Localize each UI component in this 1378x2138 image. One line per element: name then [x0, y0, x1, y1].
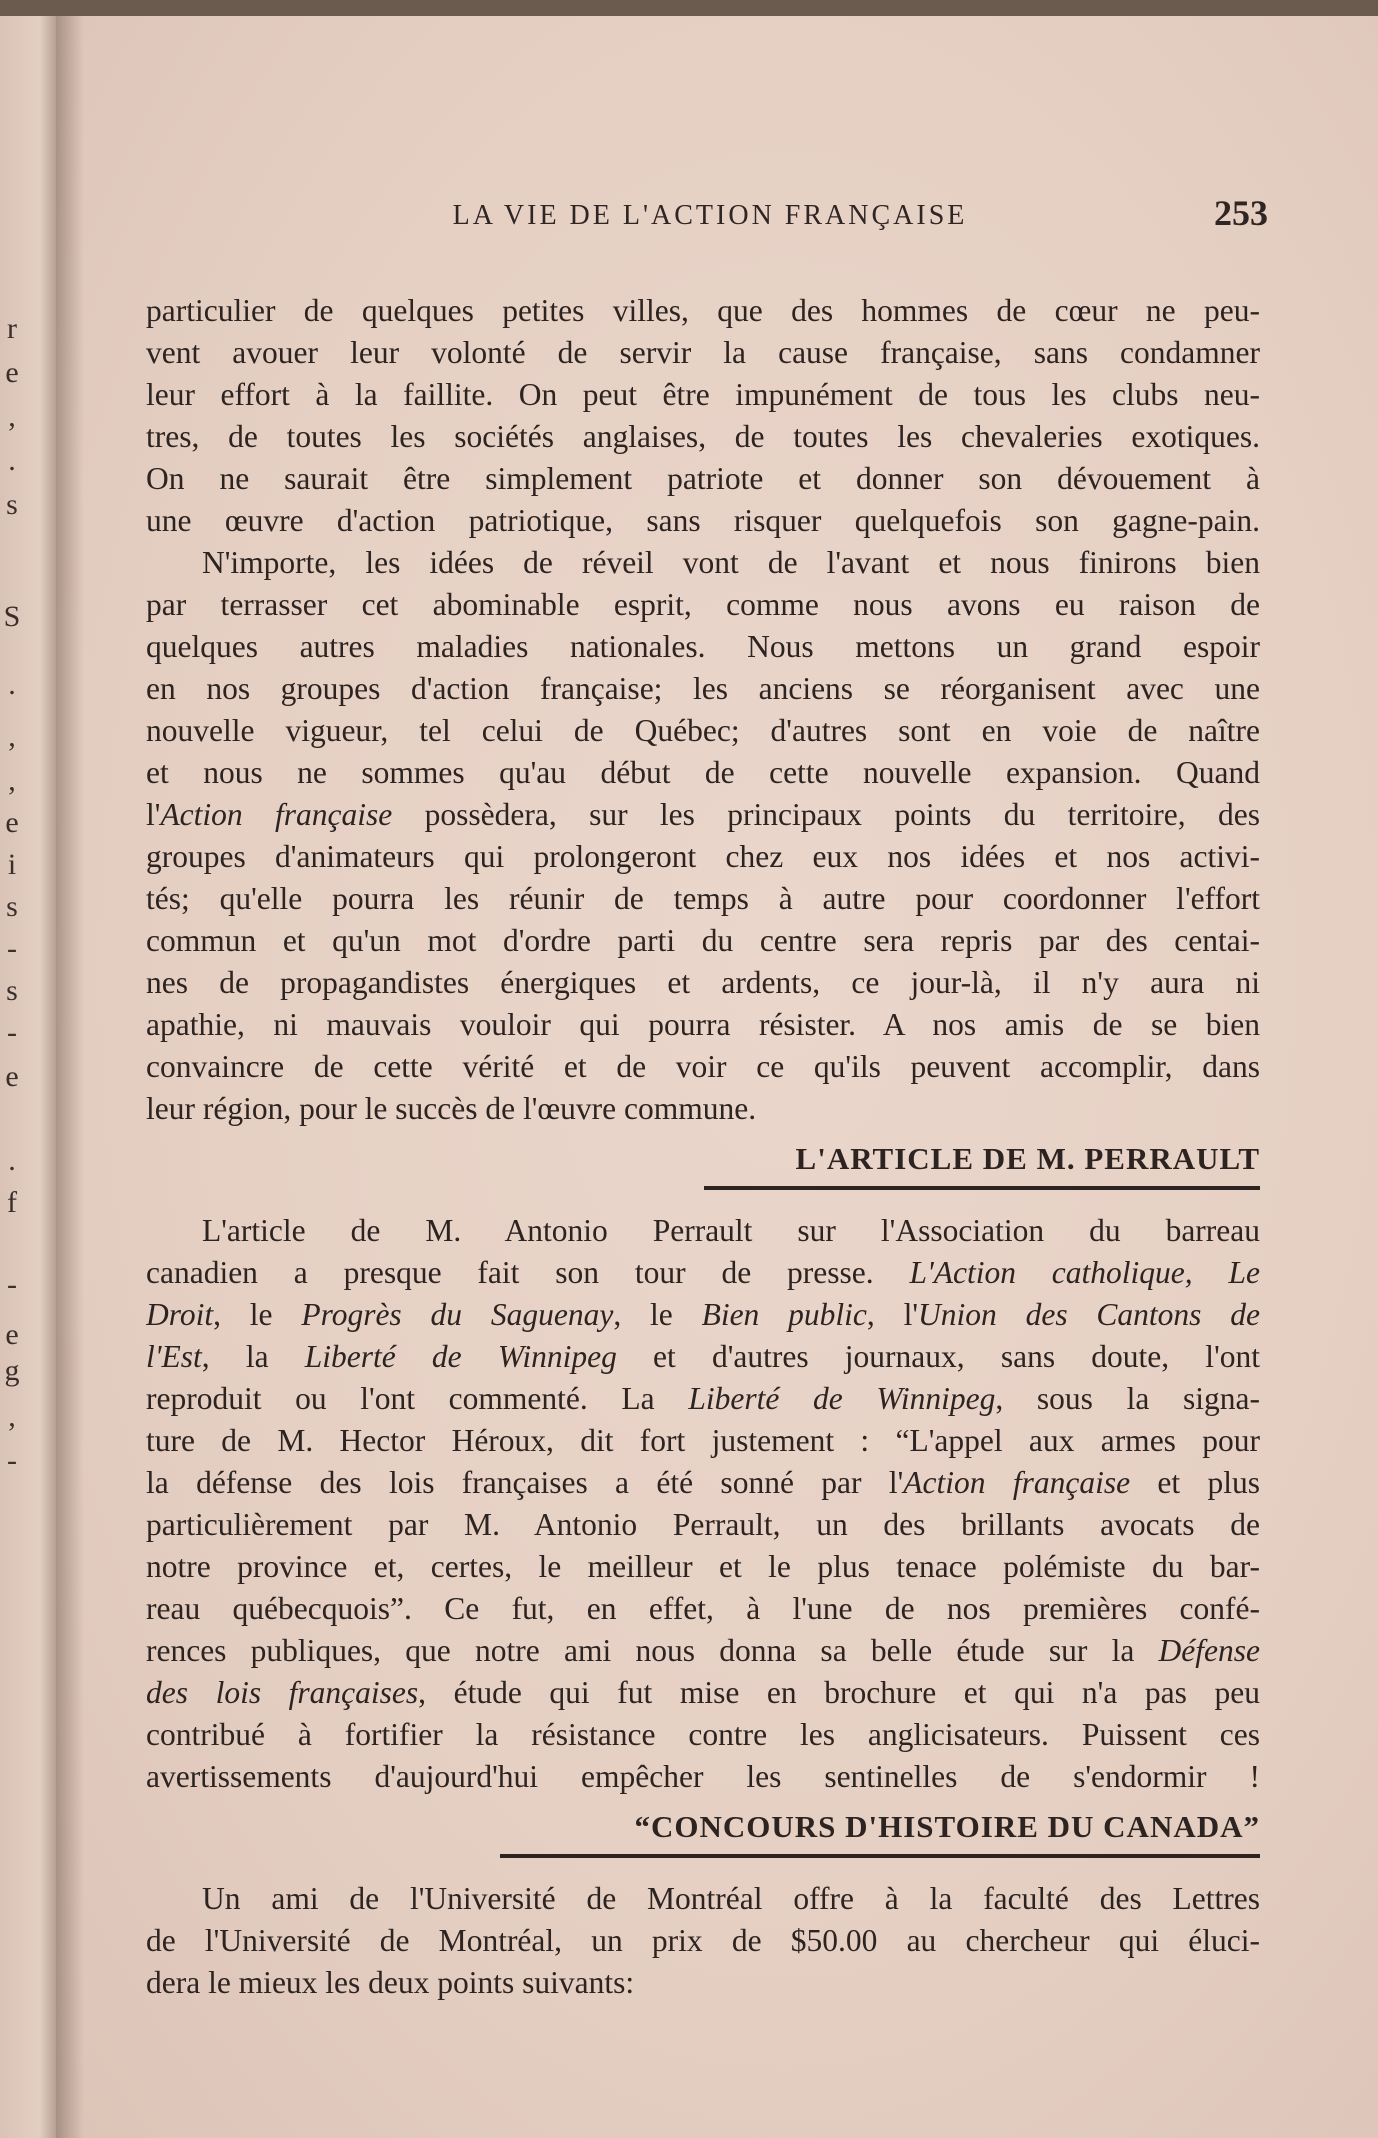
- page-number: 253: [1214, 193, 1268, 233]
- text-run: possèdera, sur les principaux points du territoire, des: [392, 797, 1260, 832]
- text-line: [146, 1378, 1260, 1420]
- margin-fragment: i: [7, 848, 17, 881]
- text-line: [146, 1672, 1260, 1714]
- text-line: particulier de quelques petites villes, que des hommes de cœur ne peu-: [146, 293, 1260, 328]
- text-line: leur région, pour le succès de l'œuvre commune.: [146, 1091, 757, 1126]
- text-line: reau québecquois”. Ce fut, en effet, à l'une de nos premières confé-: [146, 1591, 1260, 1626]
- text-line: et nous ne sommes qu'au début de cette nouvelle expansion. Quand: [146, 755, 1260, 790]
- margin-fragment: e: [5, 806, 19, 839]
- text-line: par terrasser cet abominable esprit, comme nous avons eu raison de: [146, 587, 1260, 622]
- text-run: reproduit ou l'ont commenté. La: [146, 1381, 689, 1416]
- margin-fragment: -: [7, 932, 17, 965]
- italic-title: Progrès du Saguenay: [301, 1297, 614, 1332]
- margin-fragment: s: [6, 488, 18, 521]
- text-line: [146, 1630, 1260, 1672]
- text-line: tés; qu'elle pourra les réunir de temps à autre pour coordonner l'effort: [146, 881, 1260, 916]
- text-line: tres, de toutes les sociétés anglaises, de toutes les chevaleries exotiques.: [146, 419, 1260, 454]
- margin-fragment: -: [7, 1444, 17, 1477]
- text-line: particulièrement par M. Antonio Perrault, un des brillants avocats de: [146, 1507, 1260, 1542]
- margin-fragment: S: [3, 600, 21, 633]
- text-line: vent avouer leur volonté de servir la cause française, sans condamner: [146, 335, 1260, 370]
- text-line: [146, 1462, 1260, 1504]
- margin-fragment: e: [5, 1318, 19, 1351]
- text-line: nouvelle vigueur, tel celui de Québec; d'autres sont en voie de naître: [146, 713, 1260, 748]
- margin-fragment: .: [8, 1144, 16, 1177]
- text-line: commun et qu'un mot d'ordre parti du centre sera repris par des centai-: [146, 923, 1260, 958]
- margin-fragment: s: [6, 974, 18, 1007]
- margin-fragment: ,: [8, 764, 16, 797]
- text-line: ture de M. Hector Héroux, dit fort justement : “L'appel aux armes pour: [146, 1423, 1260, 1458]
- heading-underline: [500, 1854, 1260, 1858]
- italic-title: Union des Cantons de: [918, 1297, 1260, 1332]
- text-line: [146, 794, 1260, 836]
- running-title: LA VIE DE L'ACTION FRANÇAISE: [452, 200, 968, 231]
- margin-fragment: g: [4, 1354, 20, 1387]
- text-run: et plus: [1130, 1465, 1260, 1500]
- italic-title: L'Action catholique, Le: [909, 1255, 1260, 1290]
- margin-fragment: .: [8, 668, 16, 701]
- section-heading-perrault: L'ARTICLE DE M. PERRAULT: [795, 1141, 1260, 1176]
- text-run: rences publiques, que notre ami nous donna sa belle étude sur la: [146, 1633, 1159, 1668]
- text-run: , le: [613, 1297, 702, 1332]
- text-run: la défense des lois françaises a été sonné par l': [146, 1465, 904, 1500]
- text-line: nes de propagandistes énergiques et ardents, ce jour-là, il n'y aura ni: [146, 965, 1260, 1000]
- text-run: canadien a presque fait son tour de presse.: [146, 1255, 910, 1290]
- text-line: de l'Université de Montréal, un prix de $50.00 au chercheur qui éluci-: [146, 1923, 1260, 1958]
- text-run: , la: [201, 1339, 305, 1374]
- text-line: quelques autres maladies nationales. Nous mettons un grand espoir: [146, 629, 1260, 664]
- italic-title: Action française: [903, 1465, 1131, 1500]
- body-text: [146, 290, 1260, 2004]
- text-line: Un ami de l'Université de Montréal offre à la faculté des Lettres: [202, 1881, 1260, 1916]
- text-line: N'importe, les idées de réveil vont de l'avant et nous finirons bien: [202, 545, 1260, 580]
- margin-fragment: ,: [8, 1400, 16, 1433]
- margin-fragment: r: [7, 312, 17, 345]
- binding-gutter-shadow: [56, 16, 84, 2138]
- heading-rule: [146, 1180, 1260, 1210]
- text-line: groupes d'animateurs qui prolongeront chez eux nos idées et nos activi-: [146, 839, 1260, 874]
- heading-underline: [704, 1186, 1260, 1190]
- margin-fragment: ,: [8, 400, 16, 433]
- text-run: et d'autres journaux, sans doute, l'ont: [616, 1339, 1260, 1374]
- previous-page-margin: [0, 16, 56, 2138]
- margin-fragment: -: [7, 1016, 17, 1049]
- italic-title: des lois françaises: [146, 1675, 419, 1710]
- text-line: avertissements d'aujourd'hui empêcher les sentinelles de s'endormir !: [146, 1759, 1260, 1794]
- text-line: [146, 1294, 1260, 1336]
- heading-rule: [146, 1848, 1260, 1878]
- italic-title: Liberté de Winnipeg: [304, 1339, 617, 1374]
- text-line: en nos groupes d'action française; les anciens se réorganisent avec une: [146, 671, 1260, 706]
- text-run: l': [146, 797, 161, 832]
- italic-title: Action française: [160, 797, 393, 832]
- text-line: notre province et, certes, le meilleur et le plus tenace polémiste du bar-: [146, 1549, 1260, 1584]
- text-line: convaincre de cette vérité et de voir ce qu'ils peuvent accomplir, dans: [146, 1049, 1260, 1084]
- margin-fragment: s: [6, 890, 18, 923]
- text-run: , étude qui fut mise en brochure et qui n'a pas peu: [418, 1675, 1260, 1710]
- margin-fragment: .: [8, 444, 16, 477]
- margin-fragment: e: [5, 1060, 19, 1093]
- text-line: contribué à fortifier la résistance contre les anglicisateurs. Puissent ces: [146, 1717, 1260, 1752]
- text-line: une œuvre d'action patriotique, sans risquer quelquefois son gagne-pain.: [146, 503, 1260, 538]
- text-line: dera le mieux les deux points suivants:: [146, 1965, 635, 2000]
- margin-fragment: -: [7, 1268, 17, 1301]
- text-line: leur effort à la faillite. On peut être impunément de tous les clubs neu-: [146, 377, 1260, 412]
- text-run: , sous la signa-: [995, 1381, 1260, 1416]
- text-run: , le: [213, 1297, 302, 1332]
- book-top-edge: [0, 0, 1378, 16]
- text-line: apathie, ni mauvais vouloir qui pourra résister. A nos amis de se bien: [146, 1007, 1260, 1042]
- italic-title: l'Est: [146, 1339, 202, 1374]
- text-line: L'article de M. Antonio Perrault sur l'Association du barreau: [202, 1213, 1260, 1248]
- margin-fragment: f: [7, 1186, 17, 1219]
- italic-title: Droit: [146, 1297, 214, 1332]
- italic-title: Liberté de Winnipeg: [688, 1381, 996, 1416]
- text-line: On ne saurait être simplement patriote et donner son dévouement à: [146, 461, 1260, 496]
- margin-fragment: ,: [8, 720, 16, 753]
- section-heading-concours: “CONCOURS D'HISTOIRE DU CANADA”: [634, 1809, 1260, 1844]
- italic-title: Bien public: [701, 1297, 867, 1332]
- text-line: [146, 1336, 1260, 1378]
- text-run: , l': [866, 1297, 919, 1332]
- italic-title: Défense: [1158, 1633, 1260, 1668]
- margin-fragment: e: [5, 356, 19, 389]
- text-line: [146, 1252, 1260, 1294]
